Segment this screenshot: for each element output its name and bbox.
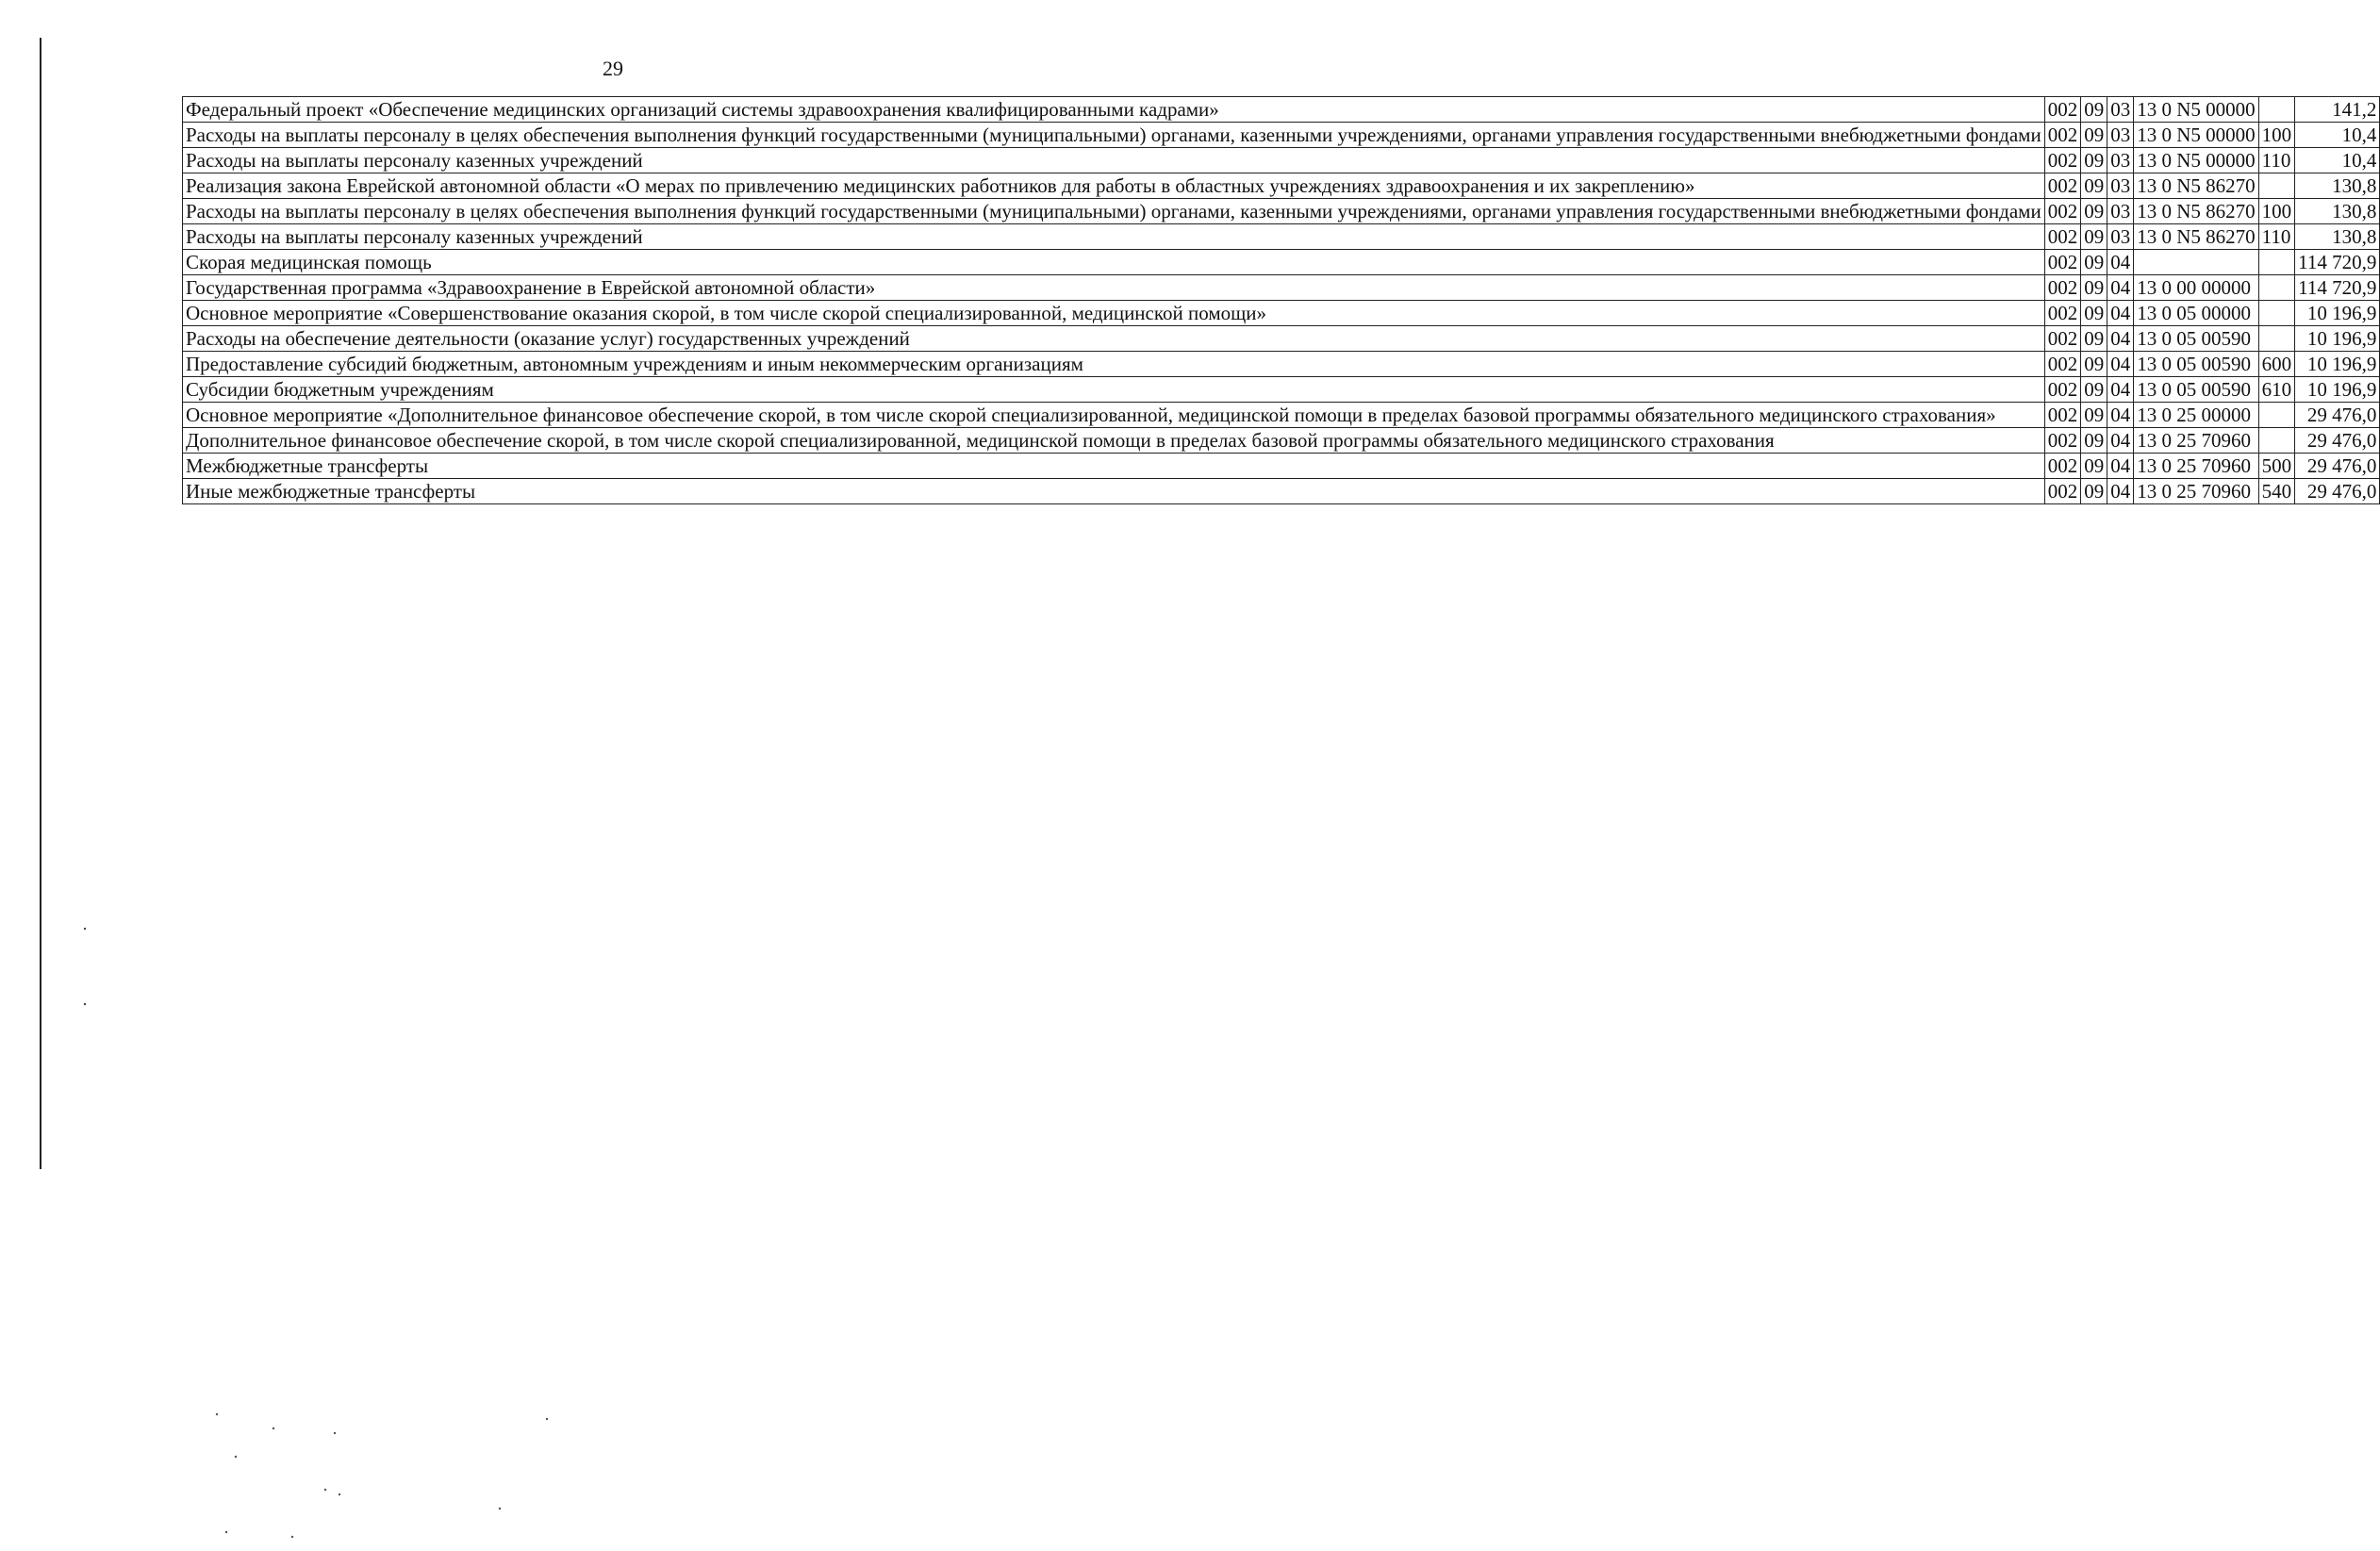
expense-type-code-cell: 540 bbox=[2258, 479, 2295, 504]
speck bbox=[334, 1432, 336, 1434]
expense-type-code-cell: 110 bbox=[2258, 224, 2295, 250]
expense-type-code-cell bbox=[2258, 428, 2295, 454]
target-article-code-cell: 13 0 25 00000 bbox=[2134, 403, 2258, 428]
speck bbox=[546, 1418, 548, 1420]
line-name-cell: Расходы на выплаты персоналу казенных учреждений bbox=[183, 224, 2045, 250]
subsection-code-cell: 03 bbox=[2107, 123, 2134, 148]
line-name-cell: Иные межбюджетные трансферты bbox=[183, 479, 2045, 504]
admin-code-cell: 002 bbox=[2044, 275, 2081, 301]
target-article-code-cell: 13 0 25 70960 bbox=[2134, 428, 2258, 454]
speck bbox=[235, 1456, 237, 1458]
speck bbox=[339, 1493, 340, 1495]
subsection-code-cell: 04 bbox=[2107, 352, 2134, 377]
section-code-cell: 09 bbox=[2081, 148, 2107, 173]
expense-type-code-cell bbox=[2258, 275, 2295, 301]
section-code-cell: 09 bbox=[2081, 224, 2107, 250]
amount-cell: 29 476,0 bbox=[2295, 428, 2380, 454]
target-article-code-cell: 13 0 05 00590 bbox=[2134, 326, 2258, 352]
subsection-code-cell: 03 bbox=[2107, 173, 2134, 199]
admin-code-cell: 002 bbox=[2044, 224, 2081, 250]
admin-code-cell: 002 bbox=[2044, 97, 2081, 123]
subsection-code-cell: 04 bbox=[2107, 479, 2134, 504]
admin-code-cell: 002 bbox=[2044, 352, 2081, 377]
amount-cell: 29 476,0 bbox=[2295, 479, 2380, 504]
expense-type-code-cell: 110 bbox=[2258, 148, 2295, 173]
expense-type-code-cell bbox=[2258, 301, 2295, 326]
section-code-cell: 09 bbox=[2081, 301, 2107, 326]
subsection-code-cell: 04 bbox=[2107, 301, 2134, 326]
section-code-cell: 09 bbox=[2081, 428, 2107, 454]
section-code-cell: 09 bbox=[2081, 377, 2107, 403]
admin-code-cell: 002 bbox=[2044, 123, 2081, 148]
admin-code-cell: 002 bbox=[2044, 173, 2081, 199]
target-article-code-cell: 13 0 05 00590 bbox=[2134, 352, 2258, 377]
expense-type-code-cell: 600 bbox=[2258, 352, 2295, 377]
section-code-cell: 09 bbox=[2081, 199, 2107, 224]
target-article-code-cell: 13 0 N5 86270 bbox=[2134, 173, 2258, 199]
line-name-cell: Дополнительное финансовое обеспечение скорой, в том числе скорой специализированной, медицинской помощи в пределах базовой программы обязательного медицинского страхования bbox=[183, 428, 2045, 454]
amount-cell: 10,4 bbox=[2295, 148, 2380, 173]
line-name-cell: Субсидии бюджетным учреждениям bbox=[183, 377, 2045, 403]
target-article-code-cell: 13 0 25 70960 bbox=[2134, 454, 2258, 479]
page-number: 29 bbox=[603, 57, 623, 80]
subsection-code-cell: 03 bbox=[2107, 224, 2134, 250]
speck bbox=[324, 1489, 326, 1491]
expense-type-code-cell bbox=[2258, 173, 2295, 199]
expense-type-code-cell: 100 bbox=[2258, 123, 2295, 148]
line-name-cell: Основное мероприятие «Дополнительное финансовое обеспечение скорой, в том числе скорой специализированной, медицинской помощи в пределах базовой программы обязательного медицинского страхования» bbox=[183, 403, 2045, 428]
scan-specks bbox=[0, 0, 1132, 1551]
speck bbox=[291, 1536, 293, 1538]
admin-code-cell: 002 bbox=[2044, 326, 2081, 352]
section-code-cell: 09 bbox=[2081, 123, 2107, 148]
line-name-cell: Государственная программа «Здравоохранение в Еврейской автономной области» bbox=[183, 275, 2045, 301]
amount-cell: 114 720,9 bbox=[2295, 275, 2380, 301]
speck bbox=[216, 1413, 218, 1415]
admin-code-cell: 002 bbox=[2044, 148, 2081, 173]
admin-code-cell: 002 bbox=[2044, 250, 2081, 275]
expense-type-code-cell bbox=[2258, 326, 2295, 352]
amount-cell: 130,8 bbox=[2295, 224, 2380, 250]
amount-cell: 29 476,0 bbox=[2295, 403, 2380, 428]
subsection-code-cell: 04 bbox=[2107, 377, 2134, 403]
line-name-cell: Расходы на выплаты персоналу в целях обеспечения выполнения функций государственными (муниципальными) органами, казенными учреждениями, органами управления государственными внебюджетными фондами bbox=[183, 199, 2045, 224]
section-code-cell: 09 bbox=[2081, 173, 2107, 199]
line-name-cell: Основное мероприятие «Совершенствование оказания скорой, в том числе скорой специализированной, медицинской помощи» bbox=[183, 301, 2045, 326]
target-article-code-cell bbox=[2134, 250, 2258, 275]
subsection-code-cell: 04 bbox=[2107, 403, 2134, 428]
subsection-code-cell: 04 bbox=[2107, 454, 2134, 479]
line-name-cell: Расходы на выплаты персоналу казенных учреждений bbox=[183, 148, 2045, 173]
line-name-cell: Расходы на обеспечение деятельности (оказание услуг) государственных учреждений bbox=[183, 326, 2045, 352]
subsection-code-cell: 03 bbox=[2107, 199, 2134, 224]
line-name-cell: Реализация закона Еврейской автономной области «О мерах по привлечению медицинских работников для работы в областных учреждениях здравоохранения и их закреплению» bbox=[183, 173, 2045, 199]
target-article-code-cell: 13 0 N5 00000 bbox=[2134, 148, 2258, 173]
admin-code-cell: 002 bbox=[2044, 301, 2081, 326]
target-article-code-cell: 13 0 N5 86270 bbox=[2134, 199, 2258, 224]
admin-code-cell: 002 bbox=[2044, 403, 2081, 428]
amount-cell: 29 476,0 bbox=[2295, 454, 2380, 479]
admin-code-cell: 002 bbox=[2044, 479, 2081, 504]
expense-type-code-cell bbox=[2258, 403, 2295, 428]
amount-cell: 10 196,9 bbox=[2295, 352, 2380, 377]
amount-cell: 141,2 bbox=[2295, 97, 2380, 123]
expense-type-code-cell bbox=[2258, 250, 2295, 275]
subsection-code-cell: 04 bbox=[2107, 275, 2134, 301]
line-name-cell: Расходы на выплаты персоналу в целях обеспечения выполнения функций государственными (муниципальными) органами, казенными учреждениями, органами управления государственными внебюджетными фондами bbox=[183, 123, 2045, 148]
admin-code-cell: 002 bbox=[2044, 454, 2081, 479]
amount-cell: 10,4 bbox=[2295, 123, 2380, 148]
subsection-code-cell: 03 bbox=[2107, 97, 2134, 123]
line-name-cell: Федеральный проект «Обеспечение медицинских организаций системы здравоохранения квалифицированными кадрами» bbox=[183, 97, 2045, 123]
amount-cell: 114 720,9 bbox=[2295, 250, 2380, 275]
admin-code-cell: 002 bbox=[2044, 199, 2081, 224]
speck bbox=[273, 1427, 274, 1429]
amount-cell: 130,8 bbox=[2295, 199, 2380, 224]
target-article-code-cell: 13 0 N5 86270 bbox=[2134, 224, 2258, 250]
section-code-cell: 09 bbox=[2081, 275, 2107, 301]
section-code-cell: 09 bbox=[2081, 250, 2107, 275]
section-code-cell: 09 bbox=[2081, 97, 2107, 123]
line-name-cell: Предоставление субсидий бюджетным, автономным учреждениям и иным некоммерческим организациям bbox=[183, 352, 2045, 377]
expense-type-code-cell: 100 bbox=[2258, 199, 2295, 224]
target-article-code-cell: 13 0 N5 00000 bbox=[2134, 97, 2258, 123]
expense-type-code-cell: 500 bbox=[2258, 454, 2295, 479]
section-code-cell: 09 bbox=[2081, 326, 2107, 352]
speck bbox=[84, 928, 86, 930]
amount-cell: 10 196,9 bbox=[2295, 326, 2380, 352]
amount-cell: 10 196,9 bbox=[2295, 377, 2380, 403]
section-code-cell: 09 bbox=[2081, 352, 2107, 377]
subsection-code-cell: 04 bbox=[2107, 250, 2134, 275]
admin-code-cell: 002 bbox=[2044, 428, 2081, 454]
target-article-code-cell: 13 0 N5 00000 bbox=[2134, 123, 2258, 148]
expense-type-code-cell bbox=[2258, 97, 2295, 123]
subsection-code-cell: 04 bbox=[2107, 326, 2134, 352]
amount-cell: 130,8 bbox=[2295, 173, 2380, 199]
target-article-code-cell: 13 0 25 70960 bbox=[2134, 479, 2258, 504]
speck bbox=[84, 1003, 86, 1005]
subsection-code-cell: 04 bbox=[2107, 428, 2134, 454]
admin-code-cell: 002 bbox=[2044, 377, 2081, 403]
target-article-code-cell: 13 0 05 00000 bbox=[2134, 301, 2258, 326]
speck bbox=[225, 1531, 227, 1533]
target-article-code-cell: 13 0 00 00000 bbox=[2134, 275, 2258, 301]
subsection-code-cell: 03 bbox=[2107, 148, 2134, 173]
section-code-cell: 09 bbox=[2081, 479, 2107, 504]
section-code-cell: 09 bbox=[2081, 454, 2107, 479]
target-article-code-cell: 13 0 05 00590 bbox=[2134, 377, 2258, 403]
section-code-cell: 09 bbox=[2081, 403, 2107, 428]
speck bbox=[499, 1508, 501, 1510]
amount-cell: 10 196,9 bbox=[2295, 301, 2380, 326]
expense-type-code-cell: 610 bbox=[2258, 377, 2295, 403]
line-name-cell: Межбюджетные трансферты bbox=[183, 454, 2045, 479]
line-name-cell: Скорая медицинская помощь bbox=[183, 250, 2045, 275]
